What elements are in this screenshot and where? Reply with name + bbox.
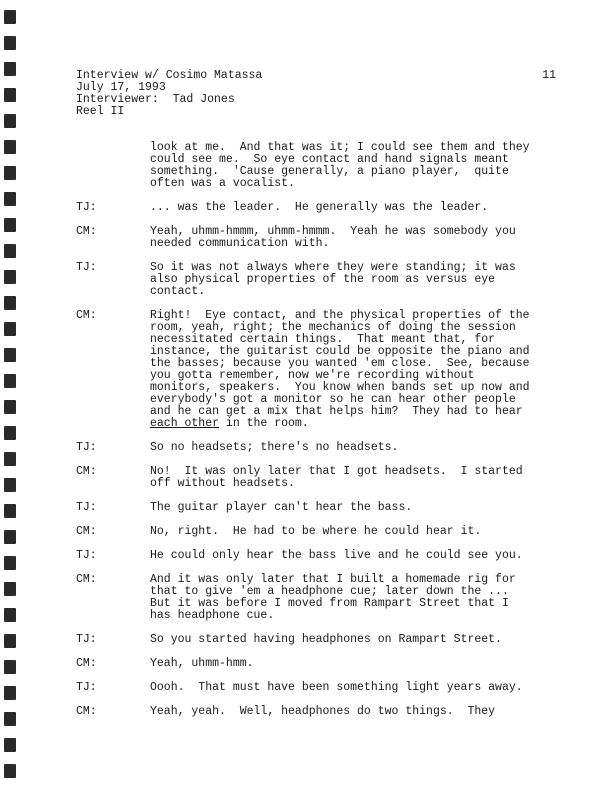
binding-hole bbox=[4, 712, 16, 726]
speaker-label: TJ: bbox=[76, 633, 97, 646]
transcript-turn bbox=[76, 310, 556, 430]
interview-date: July 17, 1993 bbox=[76, 81, 166, 94]
binding-hole bbox=[4, 114, 16, 128]
speech-text: So you started having headphones on Rampart Street. bbox=[150, 633, 502, 646]
speaker-label: TJ: bbox=[76, 549, 97, 562]
binding-hole bbox=[4, 166, 16, 180]
binding-hole bbox=[4, 634, 16, 648]
speech-text-main: Right! Eye contact, and the physical properties of the room, yeah, right; the mechanics of doing the session necessitated certain things. That meant that, for instance, the guitarist could be opposite the piano and the basses; because you wanted 'em close. See, because you gotta remember, now we're recording without monitors, speakers. You know when bands set up now and everybody's got a monitor so he can hear other people and he can get a mix that helps him? They had to hear bbox=[150, 309, 530, 418]
speech-text: ... was the leader. He generally was the leader. bbox=[150, 201, 489, 214]
speech-text: No, right. He had to be where he could hear it. bbox=[150, 525, 482, 538]
binding-hole bbox=[4, 556, 16, 570]
speech-text-tail: in the room. bbox=[219, 417, 309, 430]
binding-hole bbox=[4, 660, 16, 674]
speaker-label: CM: bbox=[76, 657, 97, 670]
binding-hole bbox=[4, 686, 16, 700]
binding-hole bbox=[4, 738, 16, 752]
transcript-body bbox=[76, 142, 556, 730]
spiral-binding bbox=[0, 0, 22, 792]
transcript-turn bbox=[76, 262, 556, 298]
speaker-label: TJ: bbox=[76, 201, 97, 214]
transcript-turn bbox=[76, 526, 556, 538]
binding-hole bbox=[4, 36, 16, 50]
binding-hole bbox=[4, 348, 16, 362]
binding-hole bbox=[4, 270, 16, 284]
binding-hole bbox=[4, 530, 16, 544]
speech-text bbox=[150, 310, 556, 430]
speaker-label: TJ: bbox=[76, 501, 97, 514]
interview-title: Interview w/ Cosimo Matassa bbox=[76, 69, 263, 82]
speech-text: And it was only later that I built a homemade rig for that to give 'em a headphone cue; later down the ... But it was before I moved from Rampart Street that I has headphone cue. bbox=[150, 573, 516, 622]
speaker-label: CM: bbox=[76, 225, 97, 238]
binding-hole bbox=[4, 88, 16, 102]
binding-hole bbox=[4, 764, 16, 778]
speaker-label: CM: bbox=[76, 465, 97, 478]
speaker-label: CM: bbox=[76, 573, 97, 586]
binding-hole bbox=[4, 374, 16, 388]
binding-hole bbox=[4, 140, 16, 154]
binding-hole bbox=[4, 192, 16, 206]
binding-hole bbox=[4, 244, 16, 258]
binding-hole bbox=[4, 400, 16, 414]
page-header bbox=[76, 70, 556, 118]
underlined-phrase: each other bbox=[150, 417, 220, 430]
binding-hole bbox=[4, 218, 16, 232]
binding-hole bbox=[4, 10, 16, 24]
speech-text: Oooh. That must have been something light years away. bbox=[150, 681, 523, 694]
interviewer-line: Interviewer: Tad Jones bbox=[76, 93, 235, 106]
speech-text: Yeah, uhmm-hmmm, uhmm-hmmm. Yeah he was somebody you needed communication with. bbox=[150, 225, 516, 250]
transcript-turn bbox=[76, 466, 556, 490]
speech-text: No! It was only later that I got headsets. I started off without headsets. bbox=[150, 465, 523, 490]
transcript-turn bbox=[76, 682, 556, 694]
binding-hole bbox=[4, 426, 16, 440]
transcript-turn bbox=[76, 442, 556, 454]
speaker-label: CM: bbox=[76, 705, 97, 718]
binding-hole bbox=[4, 62, 16, 76]
speaker-label: TJ: bbox=[76, 681, 97, 694]
speaker-label: TJ: bbox=[76, 261, 97, 274]
speaker-label: CM: bbox=[76, 309, 97, 322]
speech-text: So no headsets; there's no headsets. bbox=[150, 441, 399, 454]
speech-text: Yeah, yeah. Well, headphones do two things. They bbox=[150, 705, 496, 718]
reel-label: Reel II bbox=[76, 105, 125, 118]
speech-text: Yeah, uhmm-hmm. bbox=[150, 657, 254, 670]
transcript-turn bbox=[76, 706, 556, 718]
binding-hole bbox=[4, 582, 16, 596]
binding-hole bbox=[4, 504, 16, 518]
transcript-turn bbox=[76, 142, 556, 190]
page-number: 11 bbox=[542, 69, 556, 82]
speech-text: look at me. And that was it; I could see them and they could see me. So eye contact and hand signals meant something. 'Cause generally, a piano player, quite often was a vocalist. bbox=[150, 141, 530, 190]
binding-hole bbox=[4, 296, 16, 310]
speaker-label: TJ: bbox=[76, 441, 97, 454]
transcript-turn bbox=[76, 226, 556, 250]
binding-hole bbox=[4, 608, 16, 622]
transcript-turn bbox=[76, 658, 556, 670]
speaker-label: CM: bbox=[76, 525, 97, 538]
speech-text: So it was not always where they were standing; it was also physical properties of the room as versus eye contact. bbox=[150, 261, 516, 298]
transcript-turn bbox=[76, 574, 556, 622]
binding-hole bbox=[4, 452, 16, 466]
transcript-turn bbox=[76, 202, 556, 214]
binding-hole bbox=[4, 478, 16, 492]
transcript-turn bbox=[76, 502, 556, 514]
transcript-turn bbox=[76, 634, 556, 646]
binding-hole bbox=[4, 322, 16, 336]
speech-text: The guitar player can't hear the bass. bbox=[150, 501, 413, 514]
speech-text: He could only hear the bass live and he could see you. bbox=[150, 549, 523, 562]
transcript-turn bbox=[76, 550, 556, 562]
